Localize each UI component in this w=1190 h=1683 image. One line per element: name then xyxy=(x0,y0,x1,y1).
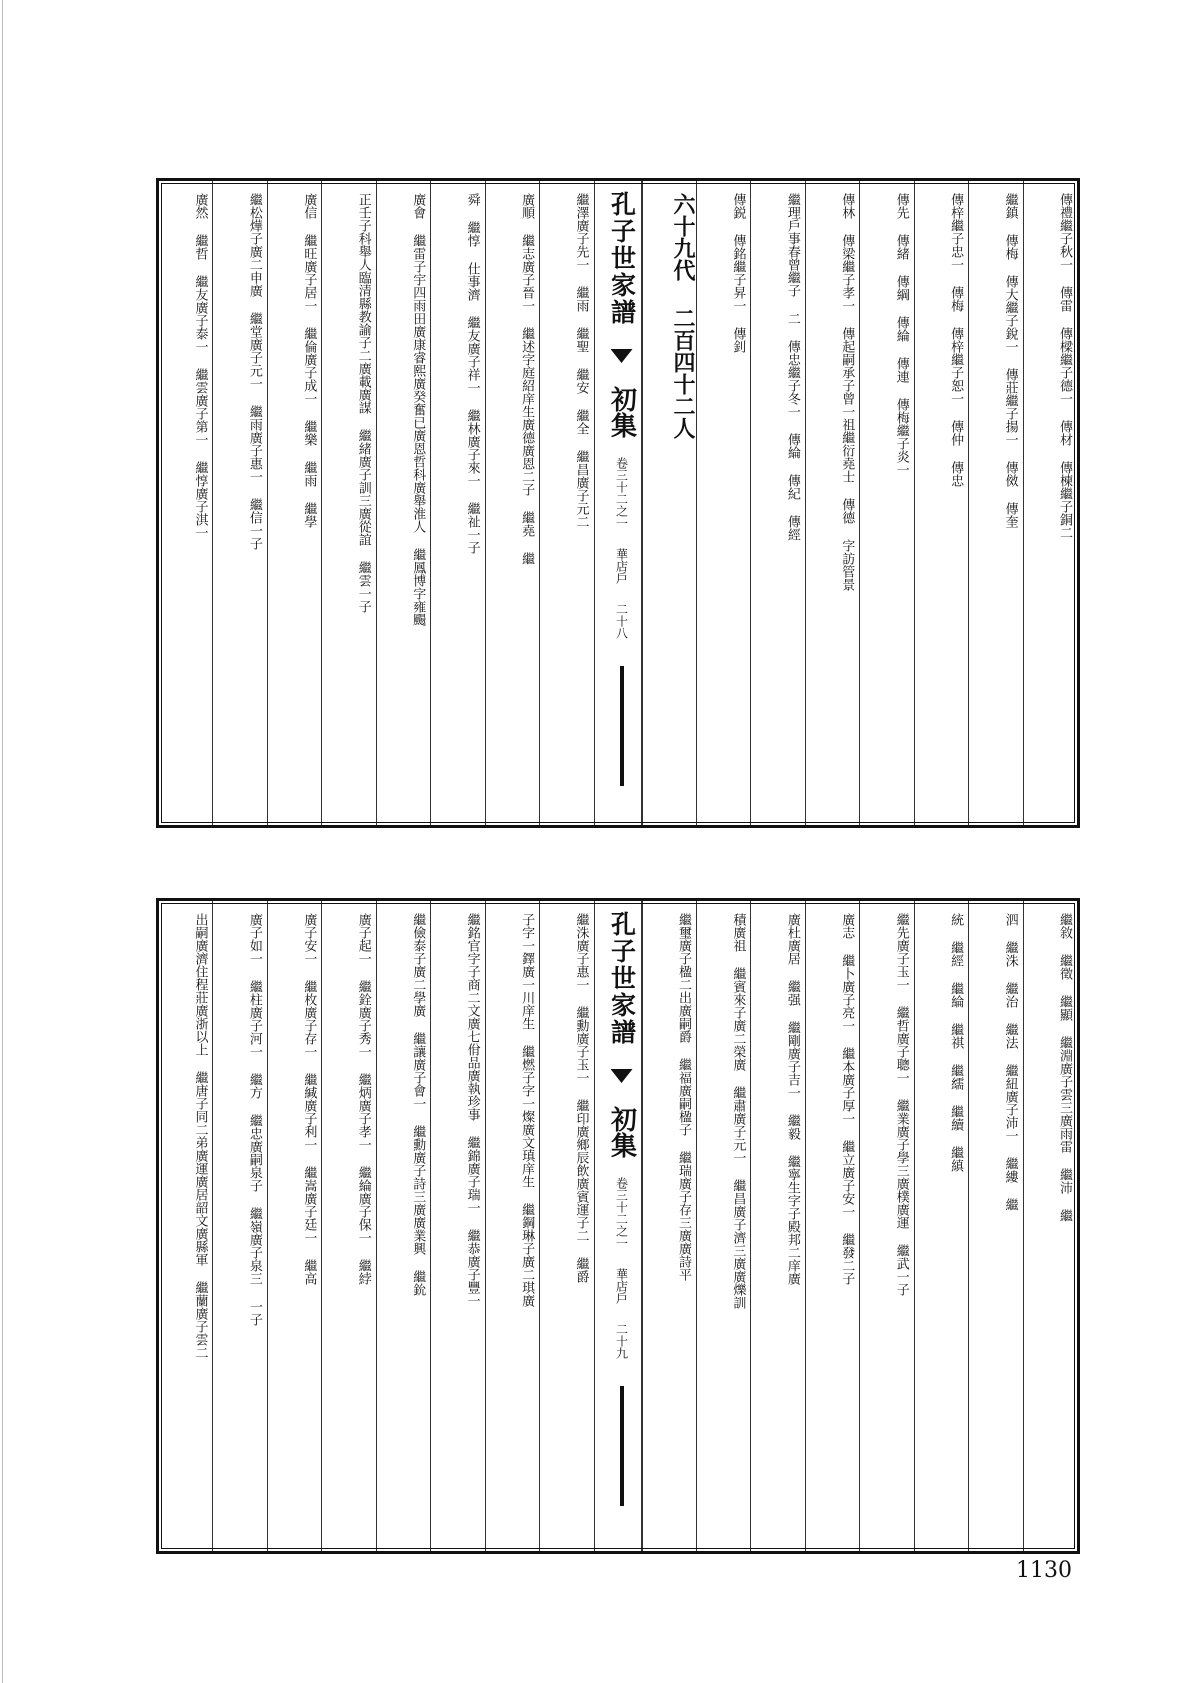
volume-label: 初集 xyxy=(606,386,637,438)
entry-column: 積廣祖 繼賓來子廣二榮廣 繼肅廣子元一 繼昌廣子濟三廣廣爍訓 xyxy=(696,901,750,1551)
entry-column: 子字一鐸廣一川庠生 繼燃子字一燦廣文瑱庠生 繼鋼琳子廣二琪廣 xyxy=(485,901,539,1551)
genealogy-panel-lower xyxy=(156,898,1080,1554)
margin-bar xyxy=(620,1386,624,1506)
page-number: 1130 xyxy=(1016,1558,1072,1583)
page-edge-line xyxy=(2,0,3,1683)
entry-column: 傳鋭 傳銘繼子昇一 傳釗 xyxy=(696,181,750,825)
entry-column: 泗 繼洙 繼治 繼法 繼紐廣子沛一 繼縷 繼 xyxy=(968,901,1022,1551)
entry-column: 傳禮繼子秋一 傳雷 傳樑繼子德一 傳材 傳楝繼子銅二 xyxy=(1023,181,1077,825)
book-header-column xyxy=(594,181,642,825)
entry-column: 傳先 傳緒 傳綱 傳綸 傳連 傳梅繼子炎一 xyxy=(859,181,913,825)
entry-column: 繼松燁子廣二申廣 繼堂廣子元一 繼雨廣子惠一 繼信一子 xyxy=(212,181,266,825)
entry-column: 繼敘 繼徵 繼顯 繼淵廣子雲三廣雨雷 繼沛 繼 xyxy=(1023,901,1077,1551)
fish-tail-mark-icon xyxy=(611,1069,633,1083)
entry-column: 廣子安一 繼枚廣子存一 繼緘廣子利一 繼嵩廣子廷一 繼高 xyxy=(267,901,321,1551)
volume-label: 初集 xyxy=(606,1106,637,1158)
entry-column: 廣志 繼卜廣子亮一 繼本廣子厚一 繼立廣子安一 繼發二子 xyxy=(805,901,859,1551)
entry-column: 廣杜廣居 繼强 繼剛廣子吉一 繼毅 繼寧生字子殿邦二庠廣 xyxy=(750,901,804,1551)
book-title: 孔子世家譜 xyxy=(607,191,637,326)
section-label: 卷三十二之一 xyxy=(614,457,629,529)
entry-column: 傳林 傳梁繼子孝一 傳起嗣承子曾一祖繼衍堯士 傳德 字訪管景 xyxy=(805,181,859,825)
generation-heading: 六十九代 二百四十二人 xyxy=(642,181,696,825)
entry-column: 廣子如一 繼柱廣子河一 繼方 繼忠廣嗣泉子 繼嶺廣子泉三 一子 xyxy=(212,901,266,1551)
entry-column: 廣順 繼志廣子晉一 繼述字庭紹庠生廣德廣恩二子 繼堯 繼 xyxy=(485,181,539,825)
entry-column: 廣會 繼雷子宇四雨田廣康睿熙廣癸奮已廣恩哲科廣舉淮人 繼鳳博字雍颺 xyxy=(376,181,430,825)
folio-number: 二十八 xyxy=(614,603,629,639)
entry-column: 繼先廣子玉一 繼哲廣子聰一 繼業廣子學三廣樸廣運 繼武一子 xyxy=(859,901,913,1551)
entry-column: 傳梓繼子忠一 傳梅 傳梓繼子恕一 傳仲 傳忠 xyxy=(914,181,968,825)
entry-column: 出嗣廣濟住程莊廣浙以上 繼唐子同二弟廣運廣居韶文廣縣軍 繼蘭廣子雲二 xyxy=(192,913,208,1359)
entry-column: 繼理戶事春曾繼子 二 傳忠繼子冬一 傳綸 傳紀 傳經 xyxy=(750,181,804,825)
entry-column: 繼鎮 傳梅 傳大繼子銳一 傳莊繼子揚一 傳傚 傳奎 xyxy=(968,181,1022,825)
genealogy-panel-upper xyxy=(156,178,1080,828)
entry-column: 統 繼經 繼綸 繼祺 繼繻 繼續 繼縝 xyxy=(914,901,968,1551)
entry-column: 廣信 繼旺廣子居一 繼倫廣子成一 繼樂 繼雨 繼學 xyxy=(267,181,321,825)
entry-column: 廣子起一 繼銓廣子秀一 繼炳廣子孝一 繼綸廣子保一 繼綍 xyxy=(321,901,375,1551)
entry-column: 繼儉泰子廣二學廣 繼讓廣子會一 繼勳廣子詩三廣廣業興 繼鈗 xyxy=(376,901,430,1551)
entry-column: 繼洙廣子惠一 繼勳廣子玉一 繼印廣鄉辰飲廣賓運子二 繼爵 xyxy=(539,901,593,1551)
book-title: 孔子世家譜 xyxy=(607,911,637,1046)
book-header-column xyxy=(594,901,642,1551)
fish-tail-mark-icon xyxy=(611,349,633,363)
household-label: 華店戶 xyxy=(614,1268,629,1304)
margin-bar xyxy=(620,666,624,786)
folio-number: 二十九 xyxy=(614,1323,629,1359)
entry-column: 舜 繼惇 仕事濟 繼友廣子祥一 繼林廣子來一 繼祉一子 xyxy=(430,181,484,825)
entry-column: 繼澤廣子先一 繼雨 繼聖 繼安 繼全 繼昌廣子元二 xyxy=(539,181,593,825)
section-label: 卷三十二之一 xyxy=(614,1177,629,1249)
entry-column: 正壬子科舉人臨清縣教諭子二廣載廣謀 繼緒廣子訓三廣從誼 繼雲一子 xyxy=(321,181,375,825)
entry-column: 廣然 繼哲 繼友廣子泰一 繼雲廣子第一 繼惇廣子淇一 xyxy=(192,193,208,539)
entry-column: 繼銘官字子商二文廣七佾品廣執珍事 繼錦廣子瑞一 繼恭廣子豐一 xyxy=(430,901,484,1551)
entry-column: 繼璽廣子楹二出廣嗣爵 繼福廣嗣楹子 繼瑞廣子存三廣廣詩平 xyxy=(642,901,696,1551)
household-label: 華店戶 xyxy=(614,548,629,584)
